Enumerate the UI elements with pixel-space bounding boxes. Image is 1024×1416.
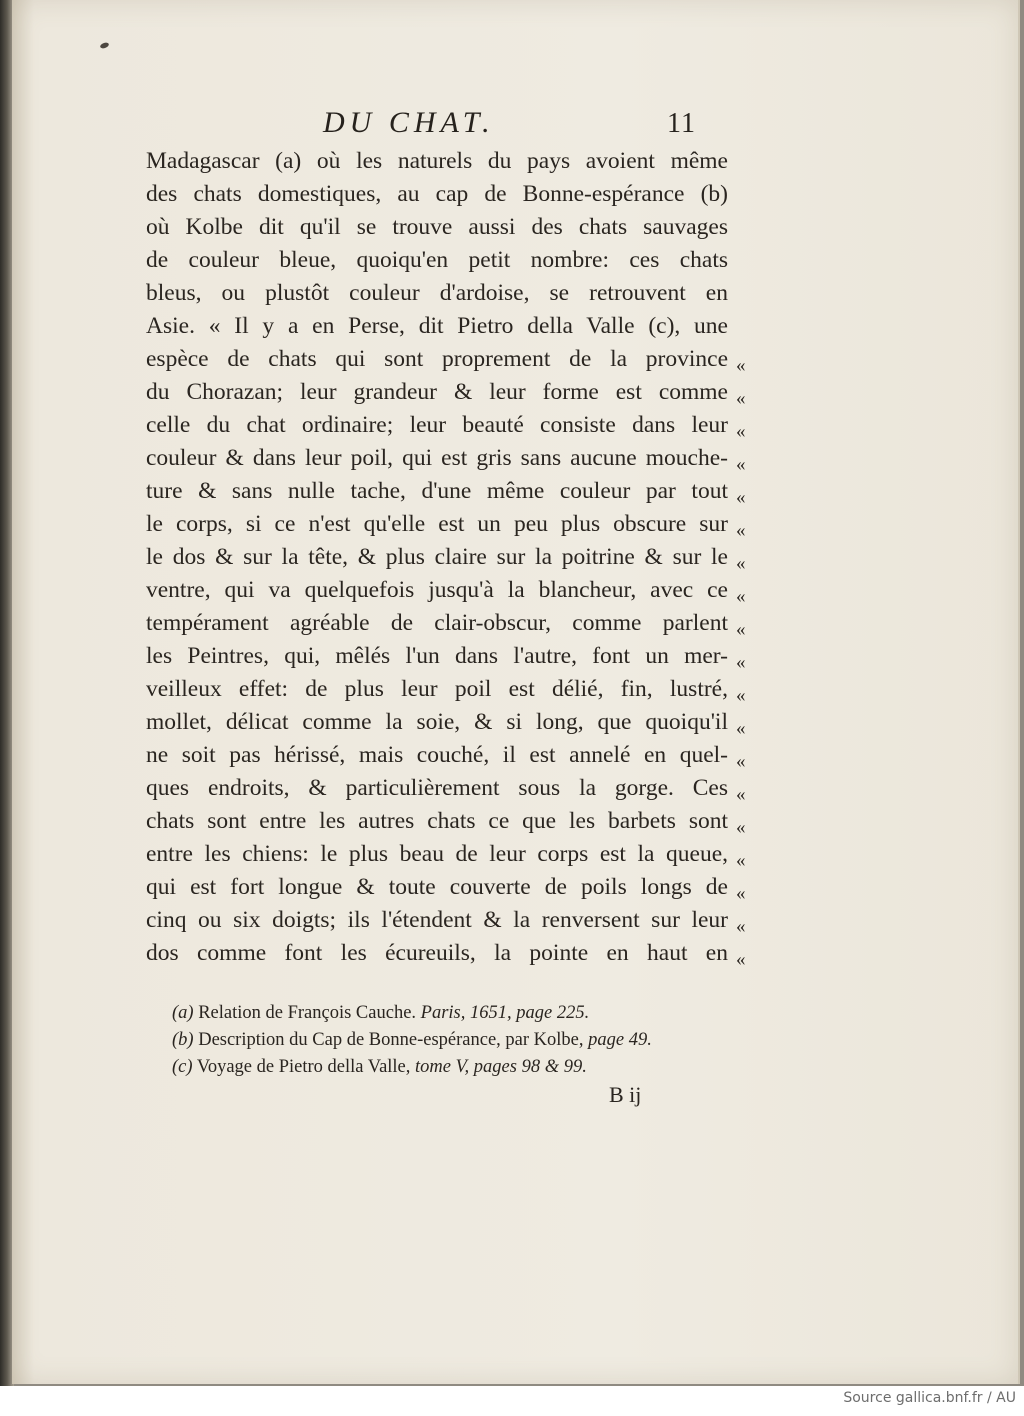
quotation-mark: « bbox=[736, 949, 746, 970]
quotation-mark: « bbox=[736, 619, 746, 640]
text-line: Madagascar (a) où les naturels du pays avoient même bbox=[146, 148, 728, 174]
text-line: de couleur bleue, quoiqu'en petit nombre: ces chats bbox=[146, 247, 728, 273]
text-line: veilleux effet: de plus leur poil est délié, fin, lustré, bbox=[146, 676, 728, 702]
quotation-mark: « bbox=[736, 652, 746, 673]
signature-mark: B ij bbox=[609, 1082, 642, 1107]
running-head bbox=[0, 106, 1024, 146]
quotation-mark: « bbox=[736, 685, 746, 706]
text-line: tempérament agréable de clair-obscur, comme parlent bbox=[146, 610, 728, 636]
quotation-mark: « bbox=[736, 454, 746, 475]
text-line: ques endroits, & particulièrement sous la gorge. Ces bbox=[146, 775, 728, 801]
text-line: du Chorazan; leur grandeur & leur forme est comme bbox=[146, 379, 728, 405]
text-line: Asie. « Il y a en Perse, dit Pietro della Valle (c), une bbox=[146, 313, 728, 339]
footnote-citation: Paris, 1651, page 225. bbox=[420, 1003, 590, 1023]
text-line: les Peintres, qui, mêlés l'un dans l'autre, font un mer- bbox=[146, 643, 728, 669]
text-line: le dos & sur la tête, & plus claire sur la poitrine & sur le bbox=[146, 544, 728, 570]
text-line: espèce de chats qui sont proprement de la province bbox=[146, 346, 728, 372]
text-line: celle du chat ordinaire; leur beauté consiste dans leur bbox=[146, 412, 728, 438]
quotation-mark: « bbox=[736, 883, 746, 904]
quotation-mark: « bbox=[736, 850, 746, 871]
text-line: mollet, délicat comme la soie, & si long, que quoiqu'il bbox=[146, 709, 728, 735]
quotation-mark: « bbox=[736, 718, 746, 739]
running-head-title: DU CHAT. bbox=[323, 106, 495, 139]
footnote bbox=[172, 1027, 752, 1053]
text-line: des chats domestiques, au cap de Bonne-espérance (b) bbox=[146, 181, 728, 207]
quotation-mark: « bbox=[736, 355, 746, 376]
quotation-mark: « bbox=[736, 916, 746, 937]
text-line: cinq ou six doigts; ils l'étendent & la renversent sur leur bbox=[146, 907, 728, 933]
text-line: ventre, qui va quelquefois jusqu'à la blancheur, avec ce bbox=[146, 577, 728, 603]
footnote-citation: tome V, pages 98 & 99. bbox=[415, 1057, 587, 1077]
footnote-marker: (a) bbox=[172, 1003, 194, 1023]
quotation-mark: « bbox=[736, 520, 746, 541]
source-credit: Source gallica.bnf.fr / AU bbox=[843, 1390, 1016, 1406]
quotation-mark: « bbox=[736, 421, 746, 442]
quotation-mark: « bbox=[736, 586, 746, 607]
quotation-mark: « bbox=[736, 751, 746, 772]
footnote-marker: (b) bbox=[172, 1030, 194, 1050]
footnote bbox=[172, 1054, 752, 1080]
quotation-mark: « bbox=[736, 784, 746, 805]
text-line: le corps, si ce n'est qu'elle est un peu plus obscure sur bbox=[146, 511, 728, 537]
text-line: couleur & dans leur poil, qui est gris sans aucune mouche- bbox=[146, 445, 728, 471]
ink-speck bbox=[99, 42, 109, 50]
quotation-mark: « bbox=[736, 817, 746, 838]
footnote-marker: (c) bbox=[172, 1057, 193, 1077]
text-line: chats sont entre les autres chats ce que les barbets sont bbox=[146, 808, 728, 834]
footnote-text: Voyage de Pietro della Valle, bbox=[196, 1057, 411, 1077]
text-line: qui est fort longue & toute couverte de poils longs de bbox=[146, 874, 728, 900]
text-line: ture & sans nulle tache, d'une même couleur par tout bbox=[146, 478, 728, 504]
text-line: dos comme font les écureuils, la pointe en haut en bbox=[146, 940, 728, 966]
text-line: où Kolbe dit qu'il se trouve aussi des chats sauvages bbox=[146, 214, 728, 240]
text-line: entre les chiens: le plus beau de leur corps est la queue, bbox=[146, 841, 728, 867]
quotation-mark: « bbox=[736, 487, 746, 508]
quotation-mark: « bbox=[736, 388, 746, 409]
text-line: bleus, ou plustôt couleur d'ardoise, se retrouvent en bbox=[146, 280, 728, 306]
footnote-citation: page 49. bbox=[588, 1030, 652, 1050]
text-line: ne soit pas hérissé, mais couché, il est annelé en quel- bbox=[146, 742, 728, 768]
page-number: 11 bbox=[667, 108, 696, 139]
quotation-mark: « bbox=[736, 553, 746, 574]
footnote bbox=[172, 1000, 752, 1026]
footnote-text: Description du Cap de Bonne-espérance, par Kolbe, bbox=[198, 1030, 584, 1050]
footnote-text: Relation de François Cauche. bbox=[198, 1003, 417, 1023]
